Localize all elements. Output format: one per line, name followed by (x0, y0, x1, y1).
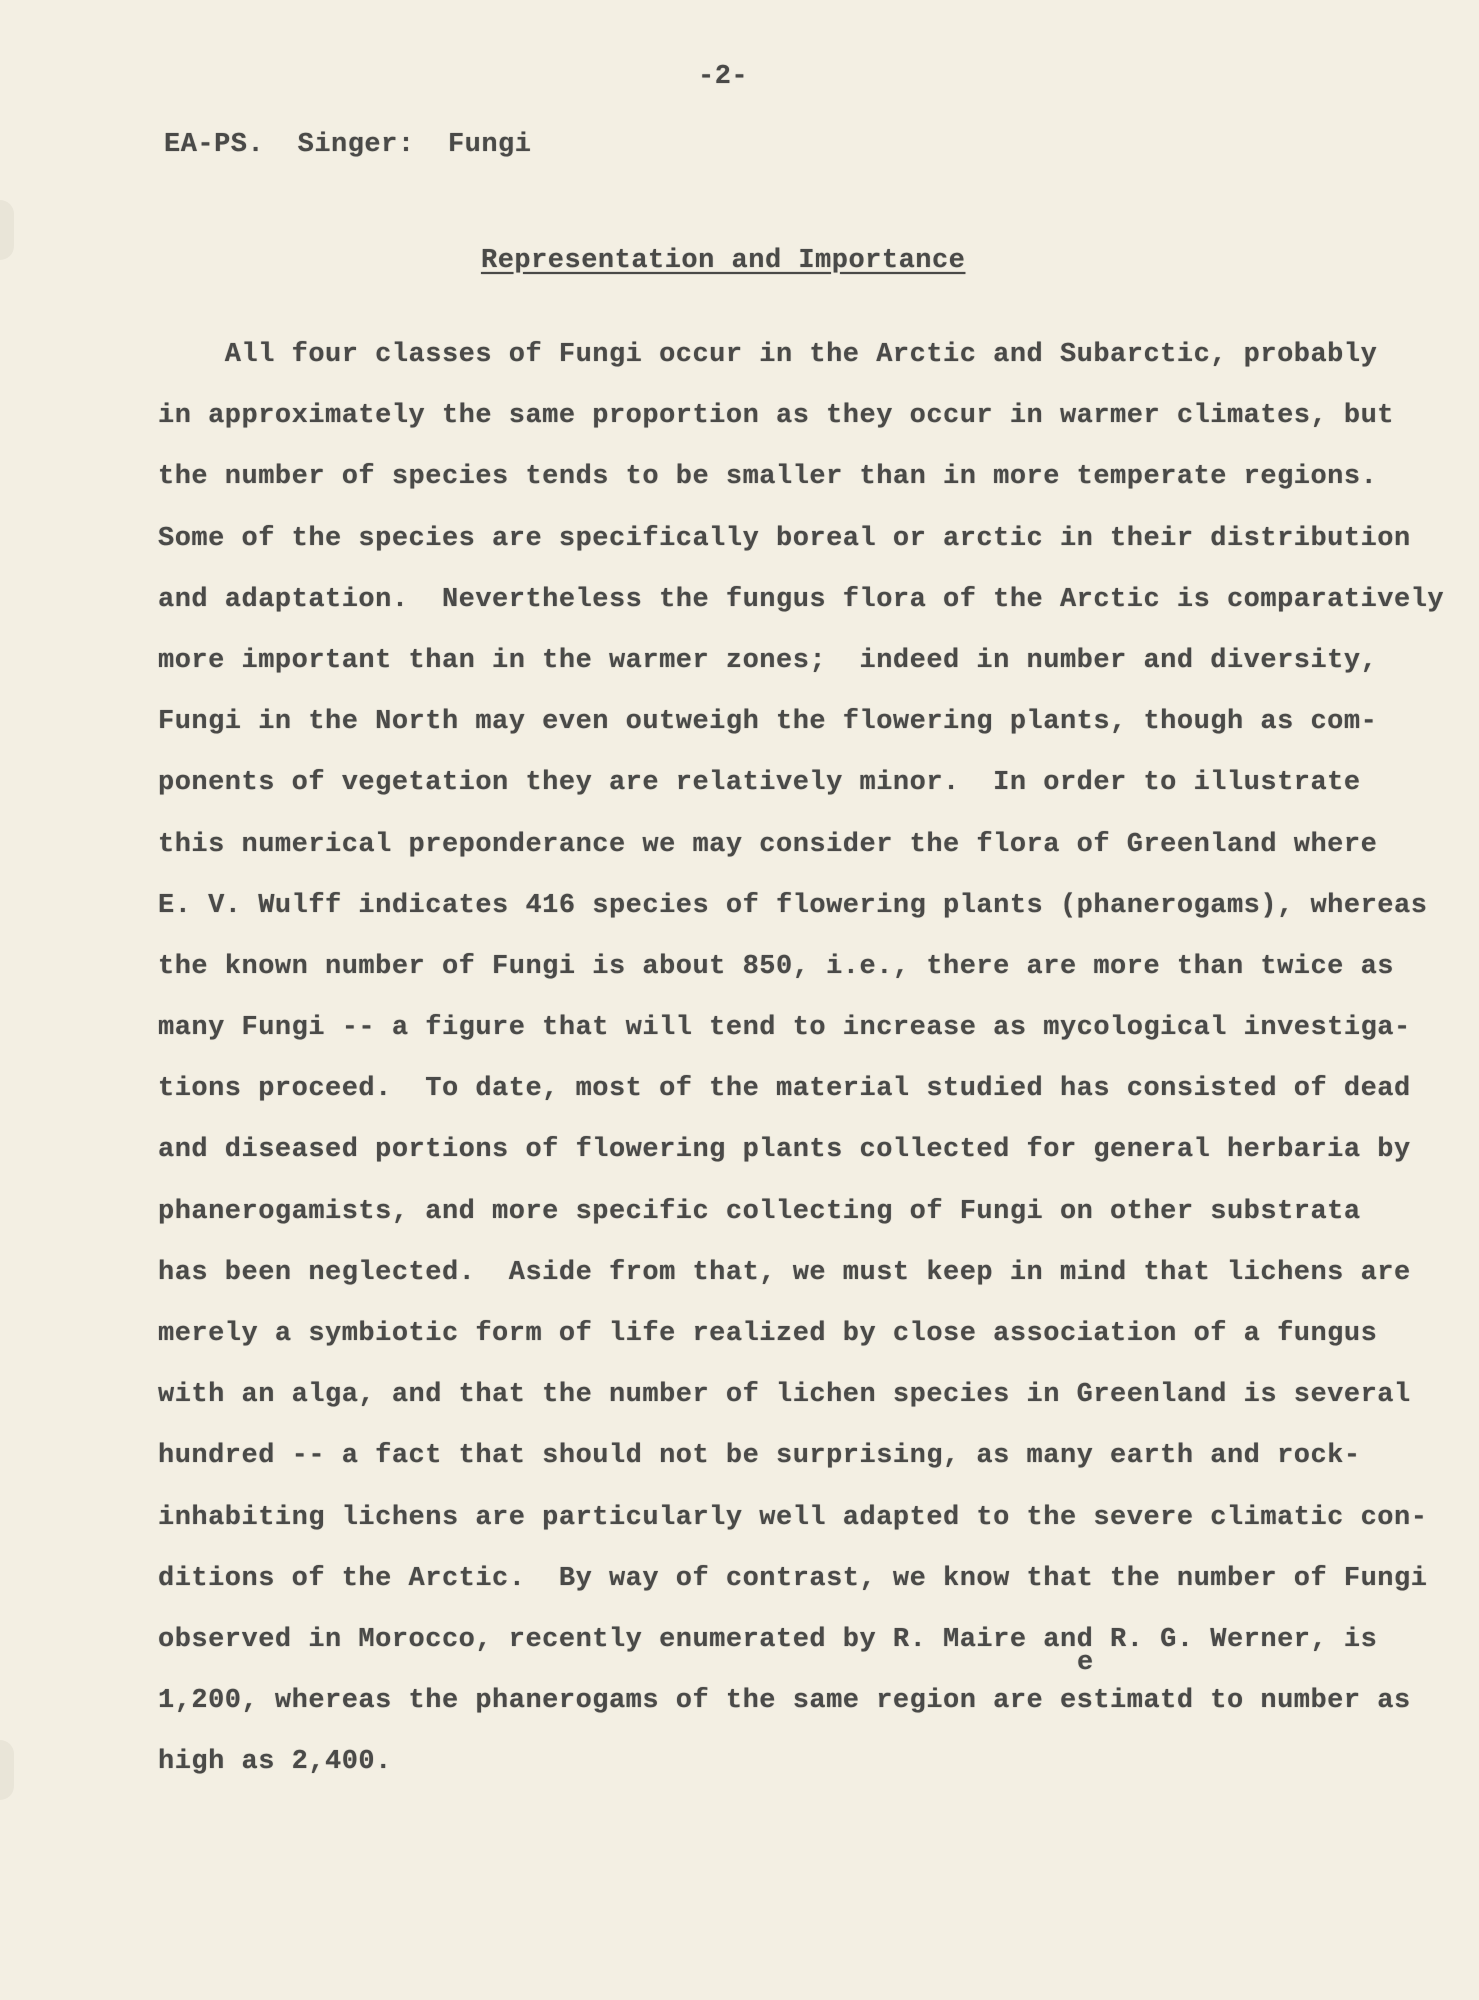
body-line: inhabiting lichens are particularly well adapted to the severe climatic con- (158, 1502, 1428, 1533)
body-line: ditions of the Arctic. By way of contrast, we know that the number of Fungi (158, 1563, 1428, 1594)
document-header: EA-PS. Singer: Fungi (164, 130, 532, 160)
body-line: with an alga, and that the number of lichen species in Greenland is several (158, 1380, 1411, 1411)
body-line: phanerogamists, and more specific collecting of Fungi on other substrata (158, 1196, 1361, 1227)
body-line: ponents of vegetation they are relatively minor. In order to illustrate (158, 768, 1361, 799)
body-line: observed in Morocco, recently enumerated by R. Maire and R. G. Werner, is (158, 1624, 1378, 1655)
punch-hole-mark (0, 1740, 14, 1800)
body-line: merely a symbiotic form of life realized by close association of a fungus (158, 1319, 1378, 1349)
body-line: many Fungi -- a figure that will tend to increase as mycological investiga- (158, 1013, 1411, 1044)
page-number: -2- (698, 62, 749, 92)
body-line: the number of species tends to be smaller than in more temperate regions. (158, 462, 1378, 493)
body-line: 1,200, whereas the phanerogams of the same region are estimatd to number as (158, 1686, 1411, 1717)
body-line: Some of the species are specifically boreal or arctic in their distribution (158, 523, 1411, 554)
punch-hole-mark (0, 200, 14, 260)
body-line: this numerical preponderance we may consider the flora of Greenland where (158, 829, 1378, 860)
handwritten-correction: e (1077, 1648, 1094, 1678)
body-line: has been neglected. Aside from that, we must keep in mind that lichens are (158, 1257, 1411, 1288)
body-line: more important than in the warmer zones; indeed in number and diversity, (158, 645, 1378, 676)
body-text (158, 338, 1444, 1807)
body-line: hundred -- a fact that should not be surprising, as many earth and rock- (158, 1441, 1361, 1472)
section-title: Representation and Importance (481, 246, 966, 276)
body-line: Fungi in the North may even outweigh the flowering plants, though as com- (158, 707, 1378, 738)
body-line: All four classes of Fungi occur in the Arctic and Subarctic, probably (158, 340, 1378, 370)
body-line: tions proceed. To date, most of the material studied has consisted of dead (158, 1074, 1411, 1105)
body-line: and diseased portions of flowering plants collected for general herbaria by (158, 1135, 1411, 1166)
body-line: and adaptation. Nevertheless the fungus flora of the Arctic is comparatively (158, 584, 1445, 615)
body-line: in approximately the same proportion as they occur in warmer climates, but (158, 401, 1394, 432)
body-line: E. V. Wulff indicates 416 species of flowering plants (phanerogams), whereas (158, 890, 1428, 921)
body-line: high as 2,400. (158, 1747, 392, 1778)
body-line: the known number of Fungi is about 850, i.e., there are more than twice as (158, 951, 1394, 982)
